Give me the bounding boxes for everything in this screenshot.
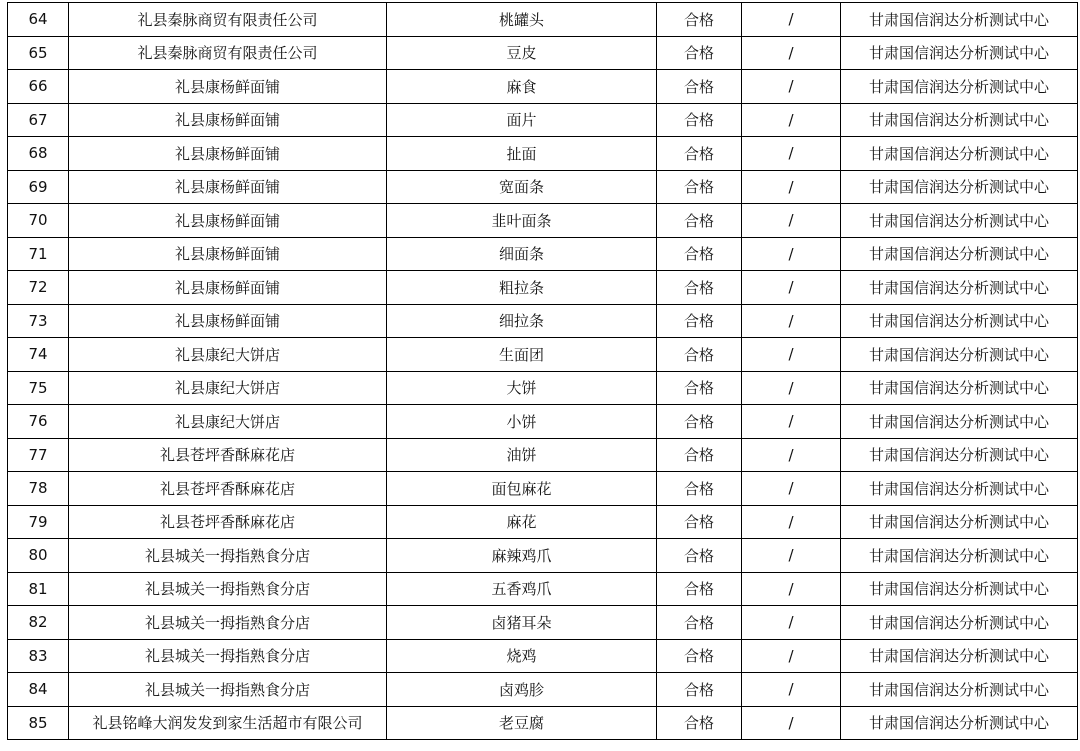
- table-row: [8, 371, 1078, 405]
- table-row: [8, 3, 1078, 37]
- product-name-cell: 五香鸡爪: [387, 572, 657, 606]
- remark-cell: /: [742, 572, 841, 606]
- test-result-cell: 合格: [657, 472, 742, 506]
- serial-number-cell: 66: [8, 70, 69, 104]
- test-result-cell: 合格: [657, 673, 742, 707]
- remark-cell: /: [742, 673, 841, 707]
- company-name-cell: 礼县城关一拇指熟食分店: [69, 572, 387, 606]
- test-result-cell: 合格: [657, 3, 742, 37]
- table-row: [8, 204, 1078, 238]
- remark-cell: /: [742, 371, 841, 405]
- serial-number-cell: 67: [8, 103, 69, 137]
- testing-lab-cell: 甘肃国信润达分析测试中心: [841, 170, 1078, 204]
- product-name-cell: 面包麻花: [387, 472, 657, 506]
- remark-cell: /: [742, 137, 841, 171]
- testing-lab-cell: 甘肃国信润达分析测试中心: [841, 36, 1078, 70]
- test-result-cell: 合格: [657, 137, 742, 171]
- company-name-cell: 礼县康杨鲜面铺: [69, 103, 387, 137]
- test-result-cell: 合格: [657, 706, 742, 740]
- company-name-cell: 礼县康杨鲜面铺: [69, 304, 387, 338]
- table-row: [8, 606, 1078, 640]
- company-name-cell: 礼县康杨鲜面铺: [69, 170, 387, 204]
- serial-number-cell: 65: [8, 36, 69, 70]
- test-result-cell: 合格: [657, 539, 742, 573]
- company-name-cell: 礼县城关一拇指熟食分店: [69, 639, 387, 673]
- table-row: [8, 137, 1078, 171]
- product-name-cell: 麻食: [387, 70, 657, 104]
- serial-number-cell: 70: [8, 204, 69, 238]
- product-name-cell: 粗拉条: [387, 271, 657, 305]
- company-name-cell: 礼县康杨鲜面铺: [69, 237, 387, 271]
- testing-lab-cell: 甘肃国信润达分析测试中心: [841, 405, 1078, 439]
- remark-cell: /: [742, 304, 841, 338]
- company-name-cell: 礼县城关一拇指熟食分店: [69, 606, 387, 640]
- testing-lab-cell: 甘肃国信润达分析测试中心: [841, 539, 1078, 573]
- remark-cell: /: [742, 505, 841, 539]
- company-name-cell: 礼县苍坪香酥麻花店: [69, 472, 387, 506]
- testing-lab-cell: 甘肃国信润达分析测试中心: [841, 706, 1078, 740]
- remark-cell: /: [742, 405, 841, 439]
- testing-lab-cell: 甘肃国信润达分析测试中心: [841, 304, 1078, 338]
- testing-lab-cell: 甘肃国信润达分析测试中心: [841, 70, 1078, 104]
- product-name-cell: 老豆腐: [387, 706, 657, 740]
- serial-number-cell: 74: [8, 338, 69, 372]
- test-result-cell: 合格: [657, 170, 742, 204]
- company-name-cell: 礼县城关一拇指熟食分店: [69, 673, 387, 707]
- serial-number-cell: 76: [8, 405, 69, 439]
- remark-cell: /: [742, 539, 841, 573]
- remark-cell: /: [742, 36, 841, 70]
- company-name-cell: 礼县康杨鲜面铺: [69, 271, 387, 305]
- serial-number-cell: 75: [8, 371, 69, 405]
- table-row: [8, 505, 1078, 539]
- table-row: [8, 472, 1078, 506]
- product-name-cell: 生面团: [387, 338, 657, 372]
- remark-cell: /: [742, 606, 841, 640]
- test-result-cell: 合格: [657, 639, 742, 673]
- test-result-cell: 合格: [657, 237, 742, 271]
- company-name-cell: 礼县秦脉商贸有限责任公司: [69, 36, 387, 70]
- test-result-cell: 合格: [657, 103, 742, 137]
- testing-lab-cell: 甘肃国信润达分析测试中心: [841, 338, 1078, 372]
- table-row: [8, 70, 1078, 104]
- serial-number-cell: 82: [8, 606, 69, 640]
- testing-lab-cell: 甘肃国信润达分析测试中心: [841, 606, 1078, 640]
- company-name-cell: 礼县康杨鲜面铺: [69, 137, 387, 171]
- company-name-cell: 礼县城关一拇指熟食分店: [69, 539, 387, 573]
- test-result-cell: 合格: [657, 405, 742, 439]
- table-row: [8, 271, 1078, 305]
- product-name-cell: 油饼: [387, 438, 657, 472]
- testing-lab-cell: 甘肃国信润达分析测试中心: [841, 271, 1078, 305]
- table-row: [8, 338, 1078, 372]
- serial-number-cell: 68: [8, 137, 69, 171]
- product-name-cell: 麻辣鸡爪: [387, 539, 657, 573]
- remark-cell: /: [742, 204, 841, 238]
- test-result-cell: 合格: [657, 572, 742, 606]
- product-name-cell: 韭叶面条: [387, 204, 657, 238]
- product-name-cell: 卤鸡胗: [387, 673, 657, 707]
- serial-number-cell: 64: [8, 3, 69, 37]
- product-name-cell: 麻花: [387, 505, 657, 539]
- testing-lab-cell: 甘肃国信润达分析测试中心: [841, 472, 1078, 506]
- table-row: [8, 103, 1078, 137]
- serial-number-cell: 85: [8, 706, 69, 740]
- product-name-cell: 宽面条: [387, 170, 657, 204]
- testing-lab-cell: 甘肃国信润达分析测试中心: [841, 103, 1078, 137]
- testing-lab-cell: 甘肃国信润达分析测试中心: [841, 572, 1078, 606]
- product-name-cell: 扯面: [387, 137, 657, 171]
- company-name-cell: 礼县秦脉商贸有限责任公司: [69, 3, 387, 37]
- test-result-cell: 合格: [657, 70, 742, 104]
- testing-lab-cell: 甘肃国信润达分析测试中心: [841, 204, 1078, 238]
- product-name-cell: 卤猪耳朵: [387, 606, 657, 640]
- company-name-cell: 礼县康杨鲜面铺: [69, 204, 387, 238]
- testing-lab-cell: 甘肃国信润达分析测试中心: [841, 438, 1078, 472]
- serial-number-cell: 69: [8, 170, 69, 204]
- company-name-cell: 礼县康杨鲜面铺: [69, 70, 387, 104]
- product-name-cell: 细面条: [387, 237, 657, 271]
- product-name-cell: 小饼: [387, 405, 657, 439]
- testing-lab-cell: 甘肃国信润达分析测试中心: [841, 237, 1078, 271]
- remark-cell: /: [742, 438, 841, 472]
- remark-cell: /: [742, 103, 841, 137]
- serial-number-cell: 83: [8, 639, 69, 673]
- test-result-cell: 合格: [657, 36, 742, 70]
- test-result-cell: 合格: [657, 338, 742, 372]
- testing-lab-cell: 甘肃国信润达分析测试中心: [841, 639, 1078, 673]
- test-result-cell: 合格: [657, 438, 742, 472]
- company-name-cell: 礼县苍坪香酥麻花店: [69, 438, 387, 472]
- test-result-cell: 合格: [657, 505, 742, 539]
- serial-number-cell: 80: [8, 539, 69, 573]
- serial-number-cell: 73: [8, 304, 69, 338]
- product-name-cell: 桃罐头: [387, 3, 657, 37]
- remark-cell: /: [742, 3, 841, 37]
- remark-cell: /: [742, 271, 841, 305]
- remark-cell: /: [742, 170, 841, 204]
- testing-lab-cell: 甘肃国信润达分析测试中心: [841, 371, 1078, 405]
- company-name-cell: 礼县康纪大饼店: [69, 371, 387, 405]
- company-name-cell: 礼县苍坪香酥麻花店: [69, 505, 387, 539]
- table-row: [8, 170, 1078, 204]
- remark-cell: /: [742, 472, 841, 506]
- table-row: [8, 706, 1078, 740]
- serial-number-cell: 78: [8, 472, 69, 506]
- test-result-cell: 合格: [657, 304, 742, 338]
- testing-lab-cell: 甘肃国信润达分析测试中心: [841, 673, 1078, 707]
- company-name-cell: 礼县铭峰大润发发到家生活超市有限公司: [69, 706, 387, 740]
- table-row: [8, 572, 1078, 606]
- product-name-cell: 大饼: [387, 371, 657, 405]
- product-name-cell: 细拉条: [387, 304, 657, 338]
- serial-number-cell: 77: [8, 438, 69, 472]
- table-row: [8, 639, 1078, 673]
- product-name-cell: 烧鸡: [387, 639, 657, 673]
- serial-number-cell: 71: [8, 237, 69, 271]
- remark-cell: /: [742, 237, 841, 271]
- remark-cell: /: [742, 639, 841, 673]
- testing-lab-cell: 甘肃国信润达分析测试中心: [841, 137, 1078, 171]
- table-row: [8, 438, 1078, 472]
- company-name-cell: 礼县康纪大饼店: [69, 405, 387, 439]
- serial-number-cell: 79: [8, 505, 69, 539]
- testing-lab-cell: 甘肃国信润达分析测试中心: [841, 3, 1078, 37]
- test-result-cell: 合格: [657, 204, 742, 238]
- table-row: [8, 304, 1078, 338]
- table-row: [8, 673, 1078, 707]
- serial-number-cell: 72: [8, 271, 69, 305]
- table-body: [8, 3, 1078, 740]
- table-row: [8, 36, 1078, 70]
- table-row: [8, 405, 1078, 439]
- product-name-cell: 豆皮: [387, 36, 657, 70]
- table-row: [8, 237, 1078, 271]
- remark-cell: /: [742, 338, 841, 372]
- serial-number-cell: 84: [8, 673, 69, 707]
- remark-cell: /: [742, 706, 841, 740]
- serial-number-cell: 81: [8, 572, 69, 606]
- table-row: [8, 539, 1078, 573]
- inspection-results-table: [7, 2, 1078, 740]
- product-name-cell: 面片: [387, 103, 657, 137]
- company-name-cell: 礼县康纪大饼店: [69, 338, 387, 372]
- test-result-cell: 合格: [657, 271, 742, 305]
- remark-cell: /: [742, 70, 841, 104]
- test-result-cell: 合格: [657, 371, 742, 405]
- testing-lab-cell: 甘肃国信润达分析测试中心: [841, 505, 1078, 539]
- test-result-cell: 合格: [657, 606, 742, 640]
